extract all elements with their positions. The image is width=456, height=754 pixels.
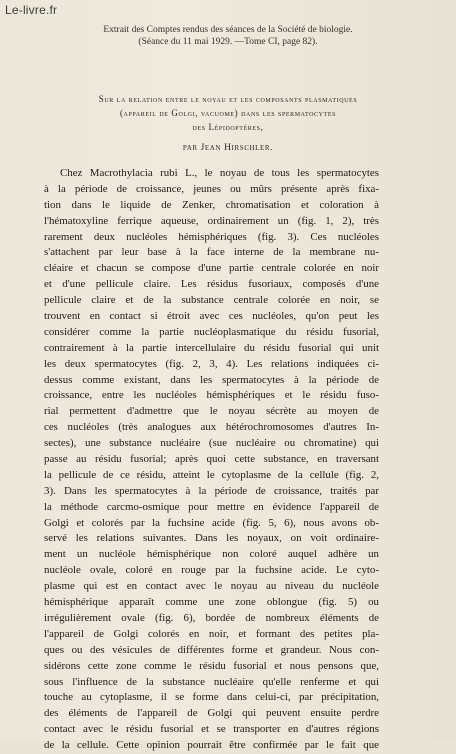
body-line: rarement deux nucléoles hémisphériques (fig. 3). Ces nucléoles xyxy=(44,230,379,243)
body-line: servé les relations suivantes. Dans les noyaux, on voit ordinaire- xyxy=(44,532,379,545)
body-line: l'appareil de Golgi colorés en noir, et formant des petites pla- xyxy=(44,627,379,640)
body-line: passe au résidu fusorial; après quoi cette substance, en traversant xyxy=(44,453,379,466)
body-line: ment un nucléole hémisphérique non coloré auquel adhère un xyxy=(44,548,379,561)
body-line: cléaire et chacun se compose d'une partie centrale colorée en noir xyxy=(44,262,379,275)
body-line: pellicule claire et de la substance centrale colorée en noir, se xyxy=(44,294,379,307)
extract-session-line: (Séance du 11 mai 1929. —Tome CI, page 82). xyxy=(138,37,318,47)
title-line-3: des Lépidoptères, xyxy=(192,122,264,132)
body-line: contrairement à la partie intercellulaire du résidu fusorial qui unit xyxy=(44,341,379,354)
body-line: la méthode carcmo-osmique pour mettre en évidence l'appareil de xyxy=(44,500,379,513)
article-body xyxy=(44,166,379,754)
body-line: sidérons cette zone comme le résidu fusorial et nous pensons que, xyxy=(44,659,379,672)
body-line: irrégulièrement ovale (fig. 6), bordée de nombreux éléments de xyxy=(44,611,379,624)
article-title xyxy=(30,92,426,134)
body-line: de la cellule. Cette opinion pourrait être confirmée par le fait que xyxy=(44,739,379,752)
body-line: plasme qui est en contact avec le noyau au niveau du nucléole xyxy=(44,580,379,593)
body-line: 3). Dans les spermatocytes à la période de croissance, traités par xyxy=(44,484,379,497)
body-line: l'hématoxyline ferrique aqueuse, ordinairement un (fig. 1, 2), très xyxy=(44,214,379,227)
body-line: dessus comme existant, dans les spermatocytes à la période de xyxy=(44,373,379,386)
body-line: les deux spermatocytes (fig. 2, 3, 4). Les relations indiquées ci- xyxy=(44,357,379,370)
body-line: rial permettent d'admettre que le noyau sécrète au moyen de xyxy=(44,405,379,418)
body-line: trouvent en contact si étroit avec ces nucléoles, qu'on peut les xyxy=(44,310,379,323)
extract-header xyxy=(0,24,456,48)
body-line: ques ou des vésicules de différentes forme et grandeur. Nous con- xyxy=(44,643,379,656)
body-line: à la période de croissance, jeunes ou mûrs présente après fixa- xyxy=(44,182,379,195)
body-line: croissance, entre les nucléoles hémisphériques et le résidu fuso- xyxy=(44,389,379,402)
body-line: Golgi et colorés par la fuchsine acide (fig. 5, 6), nous avons ob- xyxy=(44,516,379,529)
body-line: Chez Macrothylacia rubi L., le noyau de tous les spermatocytes xyxy=(60,167,379,179)
body-line: sous l'influence de la substance nucléaire qu'elle renferme et qui xyxy=(44,675,379,688)
body-line: la pellicule de ce résidu, atteint le cytoplasme de la cellule (fig. 2, xyxy=(44,468,379,481)
body-line: sectes), une substance nucléaire (sue nucléaire ou chromatine) qui xyxy=(44,437,379,450)
watermark: Le-livre.fr xyxy=(5,3,58,17)
title-line-1: Sur la relation entre le noyau et les composants plasmatiques xyxy=(98,94,358,104)
title-line-2: (appareil de Golgi, vacuome) dans les spermatocytes xyxy=(119,108,337,118)
extract-source-line: Extrait des Comptes rendus des séances de la Société de biologie. xyxy=(103,25,353,35)
body-line: hémisphérique apparaît comme une zone oblongue (fig. 5) ou xyxy=(44,596,379,609)
body-line: des éléments de l'appareil de Golgi qui peuvent ensuite perdre xyxy=(44,707,379,720)
body-line: considérer comme la partie nucléoplasmatique du résidu fusorial, xyxy=(44,325,379,338)
body-line: s'attachent par leur base à la face interne de la membrane nu- xyxy=(44,246,379,259)
article-author: par Jean Hirschler. xyxy=(182,143,274,153)
body-line: nucléole ovale, coloré en rouge par la fuchsine acide. Le cyto- xyxy=(44,564,379,577)
body-line: tion dans le liquide de Zenker, chromatisation et coloration à xyxy=(44,198,379,211)
body-line: et d'une pellicule claire. Les résidus fusoriaux, composés d'une xyxy=(44,278,379,291)
body-line: ces nucléoles (très analogues aux hétérochromosomes d'autres In- xyxy=(44,421,379,434)
body-line: contact avec le résidu fusorial et se transporter en d'autres régions xyxy=(44,723,379,736)
body-line: touche au cytoplasme, il se forme dans celui-ci, par précipitation, xyxy=(44,691,379,704)
